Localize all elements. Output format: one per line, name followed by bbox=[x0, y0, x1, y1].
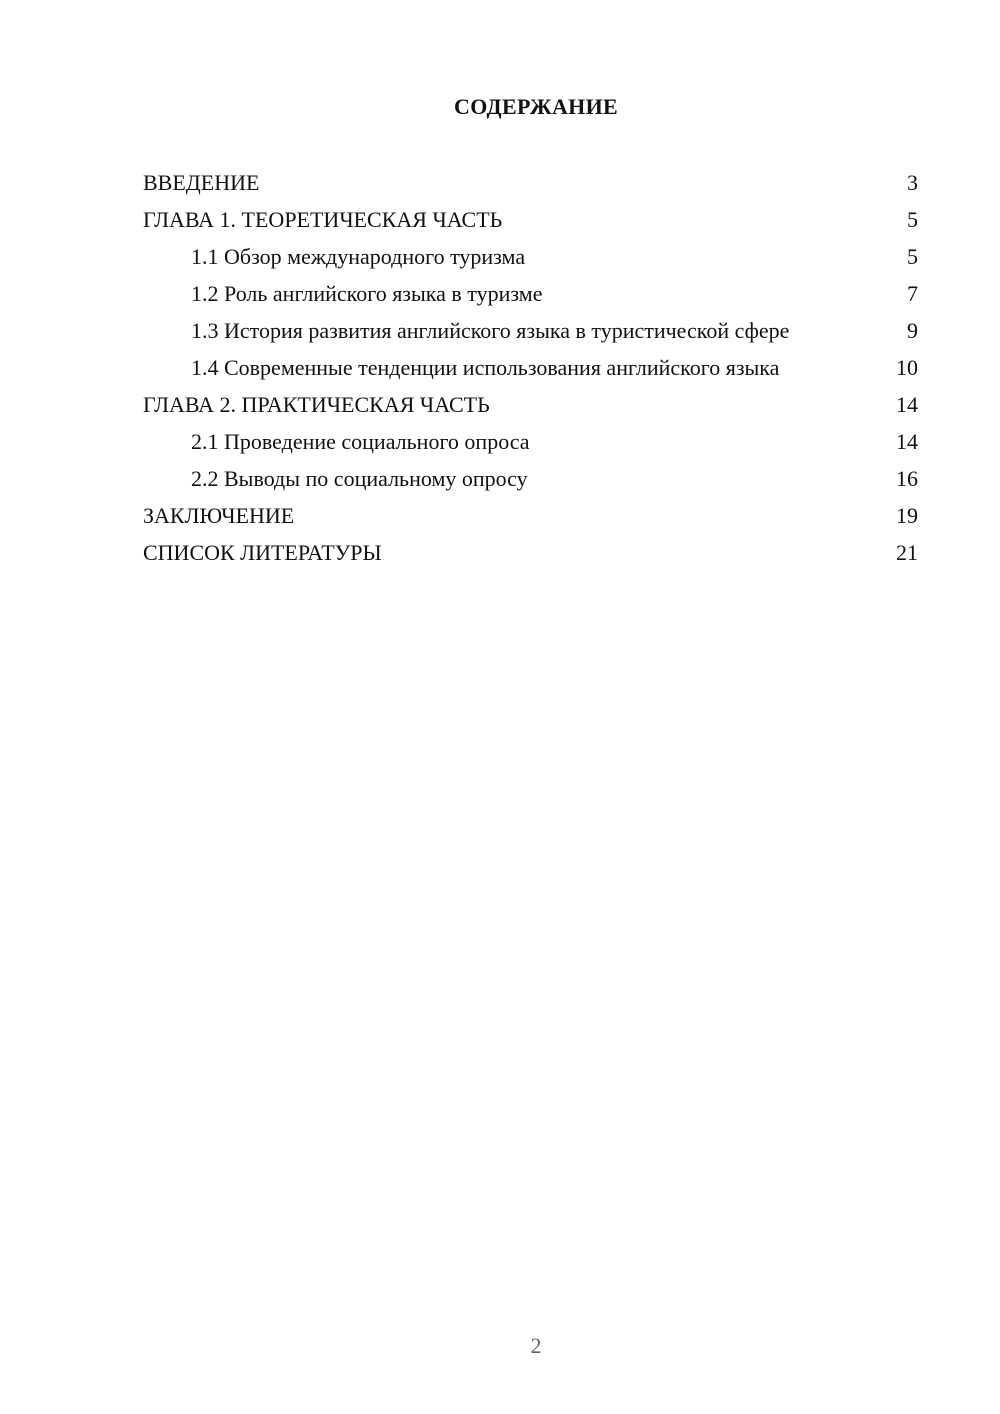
toc-entry-section-1-2 bbox=[143, 280, 918, 307]
toc-entry-label: 1.2 Роль английского языка в туризме bbox=[191, 281, 543, 306]
toc-entry-label: 1.1 Обзор международного туризма bbox=[191, 244, 526, 269]
toc-entry-page: 19 bbox=[896, 503, 918, 528]
toc-entry-section-1-4 bbox=[143, 354, 918, 381]
toc-entry-conclusion bbox=[143, 502, 918, 529]
toc-entry-section-2-1 bbox=[143, 428, 918, 455]
toc-entry-page: 7 bbox=[907, 281, 918, 306]
toc-entry-label: 2.2 Выводы по социальному опросу bbox=[191, 466, 528, 491]
toc-entry-label: СПИСОК ЛИТЕРАТУРЫ bbox=[143, 540, 382, 565]
toc-entry-label: ЗАКЛЮЧЕНИЕ bbox=[143, 503, 295, 528]
toc-entry-introduction bbox=[143, 169, 918, 196]
toc-entry-page: 9 bbox=[907, 318, 918, 343]
toc-entry-chapter-1 bbox=[143, 206, 918, 233]
toc-entry-label: 1.3 История развития английского языка в туристической сфере bbox=[191, 318, 790, 343]
toc-entry-page: 3 bbox=[907, 170, 918, 195]
toc-entry-label: ВВЕДЕНИЕ bbox=[143, 170, 260, 195]
toc-entry-label: 2.1 Проведение социального опроса bbox=[191, 429, 530, 454]
toc-entry-label: 1.4 Современные тенденции использования английского языка bbox=[191, 355, 780, 380]
toc-entry-label: ГЛАВА 1. ТЕОРЕТИЧЕСКАЯ ЧАСТЬ bbox=[143, 207, 503, 232]
toc-entry-page: 10 bbox=[896, 355, 918, 380]
toc-entry-section-1-3 bbox=[143, 317, 918, 344]
page-title: СОДЕРЖАНИЕ bbox=[454, 94, 618, 119]
toc-entry-page: 5 bbox=[907, 207, 918, 232]
toc-entry-page: 5 bbox=[907, 244, 918, 269]
page-number: 2 bbox=[530, 1333, 542, 1358]
toc-entry-page: 16 bbox=[896, 466, 918, 491]
toc-entry-section-2-2 bbox=[143, 465, 918, 492]
toc-entry-label: ГЛАВА 2. ПРАКТИЧЕСКАЯ ЧАСТЬ bbox=[143, 392, 490, 417]
toc-entry-chapter-2 bbox=[143, 391, 918, 418]
table-of-contents bbox=[143, 169, 918, 576]
toc-entry-bibliography bbox=[143, 539, 918, 566]
toc-entry-page: 21 bbox=[896, 540, 918, 565]
toc-entry-page: 14 bbox=[896, 429, 918, 454]
toc-entry-section-1-1 bbox=[143, 243, 918, 270]
toc-entry-page: 14 bbox=[896, 392, 918, 417]
